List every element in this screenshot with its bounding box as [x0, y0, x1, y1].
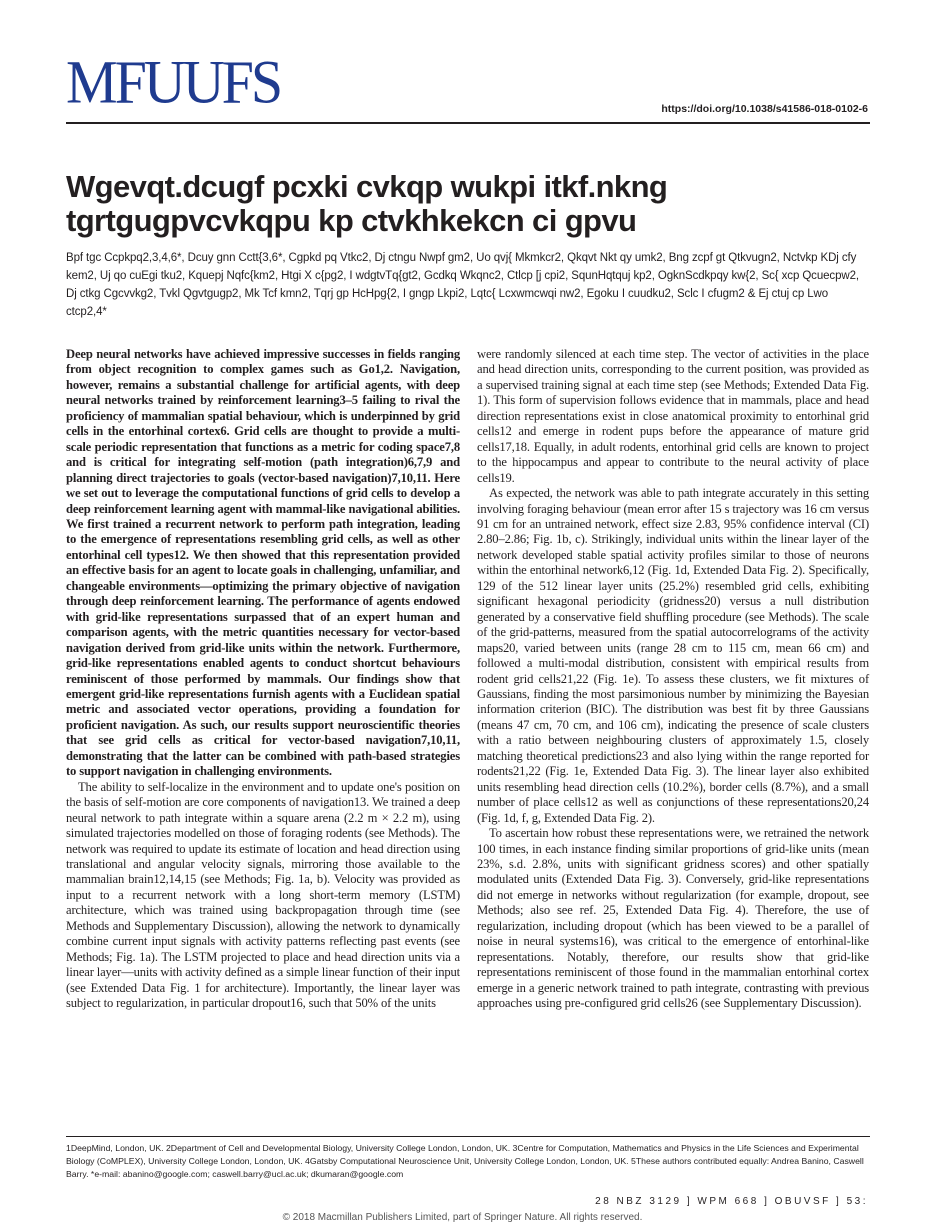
doi-link[interactable]: https://doi.org/10.1038/s41586-018-0102-6	[661, 103, 868, 115]
author-list: Bpf tgc Ccpkpq2,3,4,6*, Dcuy gnn Cctt{3,6*, Cgpkd pq Vtkc2, Dj ctngu Nwpf gm2, Uo qvj{ Mkmkcr2, Qkqvt Nkt qy umk2, Bng zcpf gt Qtkvugn2, Nctvkp KDj cfy kem2, Uj qo cuEgi tku2, Kquepj Nqfc{km2, Htgi X c{pg2, I wdgtvTq{gt2, Gcdkq Wkqnc2, Ctlcp [j cpi2, SqunHqtquj kp2, OgknScdkpqy kw{2, Sc{ xcp Qcuecpw2, Dj ctkg Cgcvvkg2, Tvkl Qgvtgugp2, Mk Tcf kmn2, Tqrj gp HcHpg{2, I gngp Lkpi2, Lqtc{ Lcxwmcwqi nw2, Egoku I cuudku2, Sclc I cfugm2 & Ej ctuj cp Lwo ctcp2,4*	[66, 252, 859, 318]
issue-info: 28 NBZ 3129 ] WPM 668 ] OBUVSF ] 53:	[595, 1196, 868, 1207]
left-column	[66, 347, 460, 1011]
affiliations-footnote: 1DeepMind, London, UK. 2Department of Cell and Developmental Biology, University College London, London, UK. 3Centre for Computation, Mathematics and Physics in the Life Sciences and Experimental Biology (CoMPLEX), University College London, London, UK. 4Gatsby Computational Neuroscience Unit, University College London, London, UK. 5These authors contributed equally: Andrea Banino, Caswell Barry. *e-mail: abanino@google.com; caswell.barry@ucl.ac.uk; dkumaran@google.com	[66, 1143, 864, 1179]
abstract: Deep neural networks have achieved impressive successes in fields ranging from object recognition to complex games such as Go1,2. Navigation, however, remains a substantial challenge for artificial agents, with deep neural networks trained by reinforcement learning3–5 failing to rival the proficiency of mammalian spatial behaviour, which is underpinned by grid cells in the entorhinal cortex6. Grid cells are thought to provide a multi-scale periodic representation that functions as a metric for coding space7,8 and is critical for integrating self-motion (path integration)6,7,9 and planning direct trajectories to goals (vector-based navigation)7,10,11. Here we set out to leverage the computational functions of grid cells to develop a deep reinforcement learning agent with mammal-like navigational abilities. We first trained a recurrent network to perform path integration, leading to the emergence of representations resembling grid cells, as well as other entorhinal cell types12. We then showed that this representation provided an effective basis for an agent to locate goals in challenging, unfamiliar, and changeable environments—optimizing the primary objective of navigation through deep reinforcement learning. The performance of agents endowed with grid-like representations surpassed that of an expert human and comparison agents, with the metric quantities necessary for vector-based navigation derived from grid-like units within the network. Furthermore, grid-like representations enabled agents to conduct shortcut behaviours reminiscent of those performed by mammals. Our findings show that emergent grid-like representations furnish agents with a Euclidean spatial metric and associated vector operations, providing a foundation for proficient navigation. As such, our results support neuroscientific theories that see grid cells as critical for vector-based navigation7,10,11, demonstrating that the latter can be combined with path-based strategies to support navigation in challenging environments.	[66, 347, 460, 779]
header-divider	[66, 122, 870, 124]
footnote-divider	[66, 1136, 870, 1137]
article-title: Wgevqt.dcugf pcxki cvkqp wukpi itkf.nkng tgrtgugpvcvkqpu kp ctvkhkekcn ci gpvu	[66, 169, 668, 238]
body-paragraph: To ascertain how robust these representations were, we retrained the network 100 times, in each instance finding similar proportions of grid-like units (mean 23%, s.d. 2.8%, units with significant gridness scores) and other spatially modulated units (Extended Data Fig. 3). Conversely, grid-like representations did not emerge in networks without regularization (for example, dropout, see Methods; also see ref. 25, Extended Data Fig. 4). Therefore, the use of regularization, including dropout (which has been viewed to be a parallel of noise in neural systems16), was critical to the emergence of entorhinal-like representations. Notably, therefore, our results show that grid-like representations reminiscent of those found in the mammalian entorhinal cortex emerge in a generic network trained to path integrate, contrasting with previous approaches using pre-configured grid cells26 (see Supplementary Discussion).	[477, 826, 869, 1011]
copyright-notice: © 2018 Macmillan Publishers Limited, part of Springer Nature. All rights reserved.	[282, 1212, 643, 1223]
right-column	[477, 347, 869, 1011]
body-paragraph: were randomly silenced at each time step. The vector of activities in the place and head direction units, corresponding to the current position, was provided as a supervised training signal at each time step (see Methods; Extended Data Fig. 1). This form of supervision follows evidence that in mammals, place and head direction representations exist in close anatomical proximity to entorhinal grid cells12 and emerge in rodent pups before the appearance of mature grid cells17,18. Equally, in adult rodents, entorhinal grid cells are known to project to the hippocampus and appear to contribute to the neural activity of place cells19.	[477, 347, 869, 485]
body-paragraph: As expected, the network was able to path integrate accurately in this setting involving foraging behaviour (mean error after 15 s trajectory was 16 cm versus 91 cm for an untrained network, effect size 2.83, 95% confidence interval (CI) 2.80–2.86; Fig. 1b, c). Strikingly, individual units within the linear layer of the network developed stable spatial activity profiles similar to those of neurons within the entorhinal network6,12 (Fig. 1d, Extended Data Fig. 2). Specifically, 129 of the 512 linear layer units (25.2%) resembled grid cells, exhibiting significant hexagonal periodicity (gridness20) versus a null distribution generated by a conservative field shuffling procedure (see Methods). The scale of the grid-patterns, measured from the spatial autocorrelograms of the activity maps20, varied between units (range 28 cm to 115 cm, mean 66 cm) and followed a multi-modal distribution, consistent with empirical results from rodent grid cells21,22 (Fig. 1e). To assess these clusters, we fit mixtures of Gaussians, finding the most parsimonious number by minimizing the Bayesian information criterion (BIC). The distribution was best fit by three Gaussians (means 47 cm, 70 cm, and 106 cm), indicating the presence of scale clusters with a ratio between neighbouring clusters of approximately 1.5, closely matching theoretical predictions23 and also lying within the range reported for rodents21,22 (Fig. 1e, Extended Data Fig. 3). The linear layer also exhibited units resembling head direction cells (10.2%), border cells (8.7%), and a small number of place cells12 as well as conjunctions of these representations20,24 (Fig. 1d, f, g, Extended Data Fig. 2).	[477, 486, 869, 825]
body-paragraph: The ability to self-localize in the environment and to update one's position on the basis of self-motion are core components of navigation13. We trained a deep neural network to path integrate within a square arena (2.2 m × 2.2 m), using simulated trajectories modelled on those of foraging rodents (see Methods). The network was required to update its estimate of location and head direction using translational and angular velocity signals, mirroring those available to the mammalian brain12,14,15 (see Methods; Fig. 1a, b). Velocity was provided as input to a recurrent network with a long short-term memory (LSTM) architecture, which was trained using backpropagation through time (see Methods and Supplementary Discussion), allowing the network to dynamically combine current input signals with activity patterns reflecting past events (see Methods; Fig. 1a). The LSTM projected to place and head direction units via a linear layer—units with activity defined as a simple linear function of their input (see Extended Data Fig. 1 for architecture). Importantly, the linear layer was subject to regularization, in particular dropout16, such that 50% of the units	[66, 779, 460, 1011]
journal-logo: MFUUFS	[66, 47, 281, 117]
